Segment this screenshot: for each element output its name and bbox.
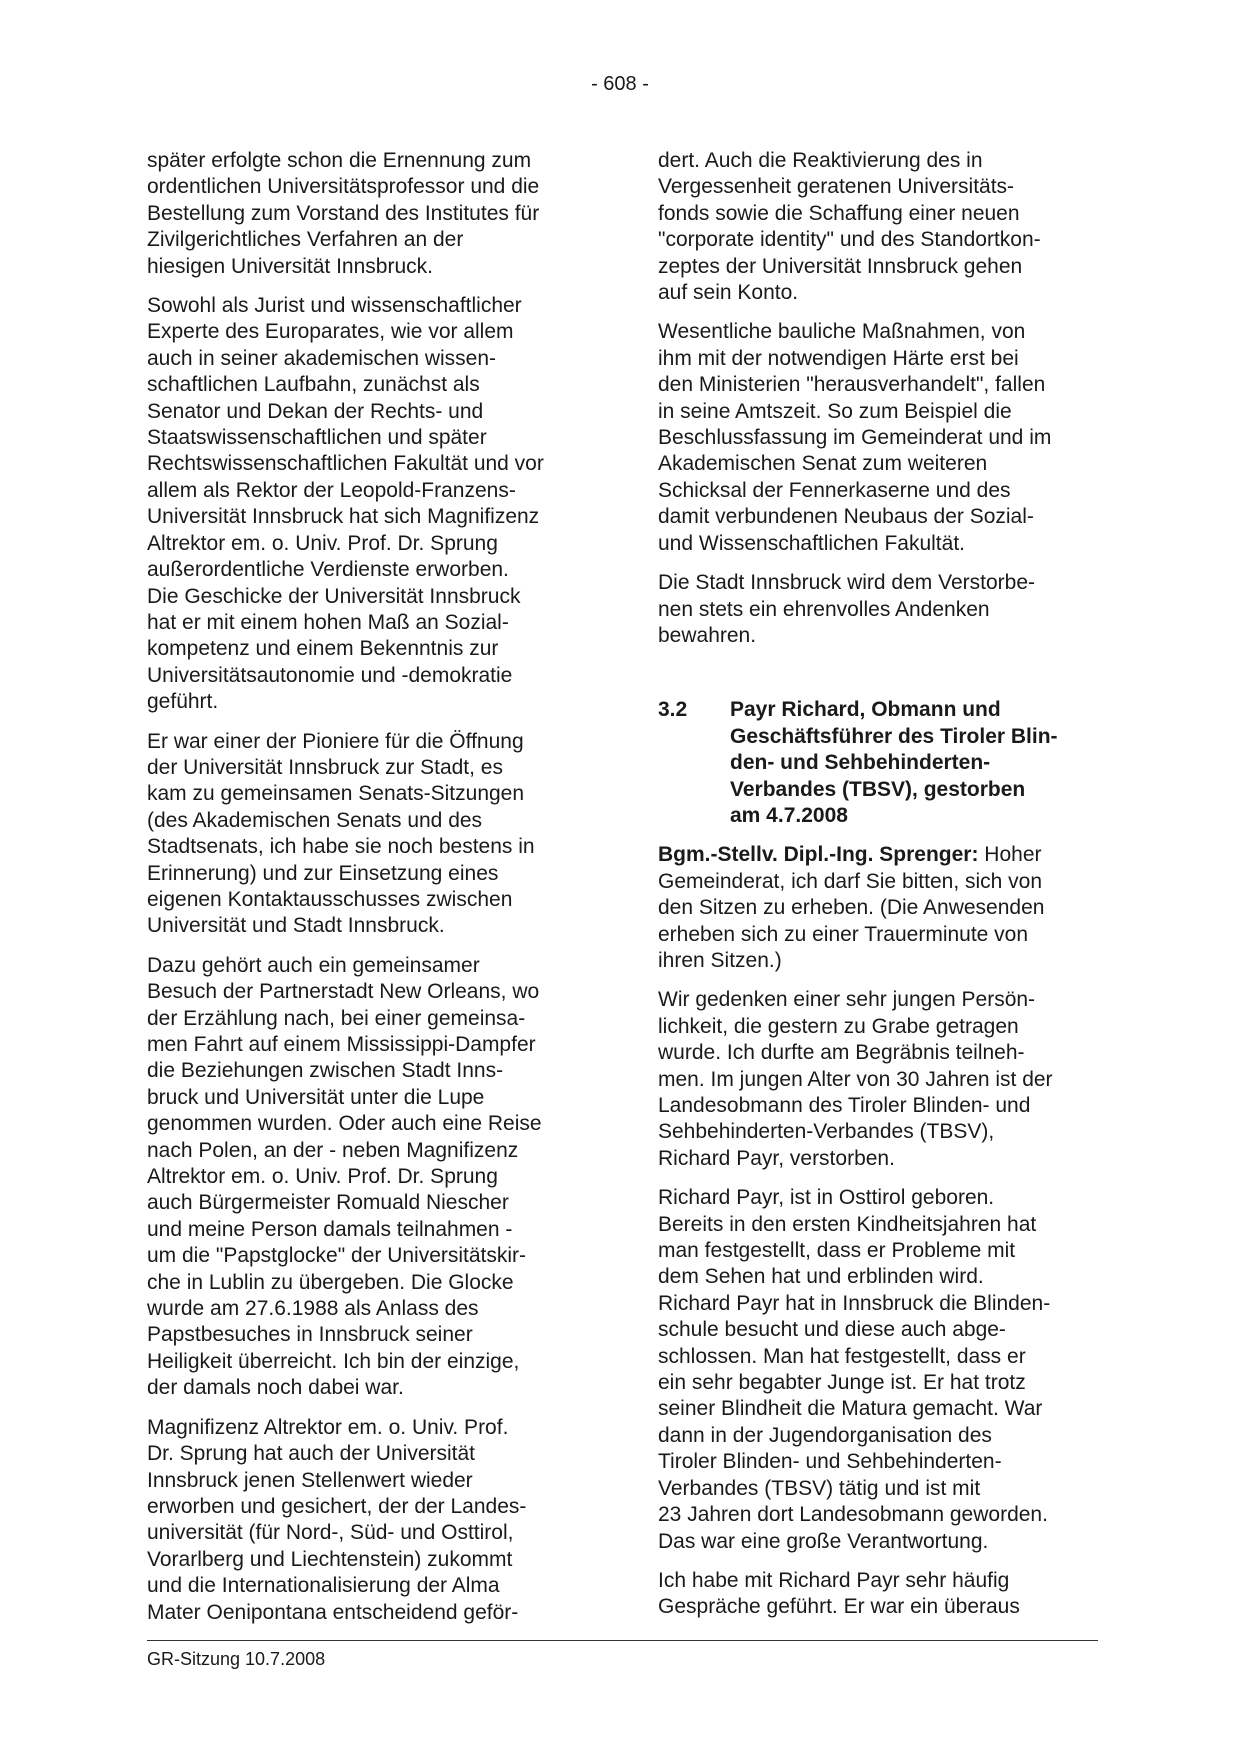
speaker-text: Hoher Gemeinderat, ich darf Sie bitten, sich von den Sitzen zu erheben. (Die Anwesenden erheben sich zu einer Trauerminute von ihren Sitzen.) [658, 843, 1045, 972]
page-number: - 608 - [591, 73, 649, 95]
paragraph: Wesentliche bauliche Maßnahmen, von ihm mit der notwendigen Härte erst bei den Ministerien "herausverhandelt", fallen in seine Amtszeit. So zum Beispiel die Beschlussfassung im Gemeinderat und im Akademischen Senat zum weiteren Schicksal der Fennerkaserne und des damit verbundenen Neubaus der Sozial- und Wissenschaftlichen Fakultät. [658, 320, 1052, 555]
left-column [147, 148, 597, 1639]
paragraph: Magnifizenz Altrektor em. o. Univ. Prof. Dr. Sprung hat auch der Universität Innsbruck jenen Stellenwert wieder erworben und gesichert, der der Landes- universität (für Nord-, Süd- und Osttirol, Vorarlberg und Liechtenstein) zukommt und die Internationalisierung der Alma Mater Oenipontana entscheidend geför- [147, 1415, 527, 1624]
paragraph: Richard Payr, ist in Osttirol geboren. Bereits in den ersten Kindheitsjahren hat man festgestellt, dass er Probleme mit dem Sehen hat und erblinden wird. Richard Payr hat in Innsbruck die Blinden- schule besucht und diese auch abge- schlossen. Man hat festgestellt, dass er ein sehr begabter Junge ist. Er hat trotz seiner Blindheit die Matura gemacht. War dann in der Jugendorganisation des Tiroler Blinden- und Sehbehinderten- Verbandes (TBSV) tätig und ist mit 23 Jahren dort Landesobmann geworden. Das war eine große Verantwortung. [658, 1186, 1051, 1553]
footer-text: GR-Sitzung 10.7.2008 [147, 1649, 326, 1669]
footer-divider [147, 1640, 1098, 1641]
speaker-paragraph [658, 842, 1108, 974]
paragraph: später erfolgte schon die Ernennung zum ordentlichen Universitätsprofessor und die Bestellung zum Vorstand des Institutes für Zivilgerichtliches Verfahren an der hiesigen Universität Innsbruck. [147, 149, 540, 278]
right-column [658, 148, 1108, 1634]
paragraph: Wir gedenken einer sehr jungen Persön- lichkeit, die gestern zu Grabe getragen wurde. Ich durfte am Begräbnis teilneh- men. Im jungen Alter von 30 Jahren ist der Landesobmann des Tiroler Blinden- und Sehbehinderten-Verbandes (TBSV), Richard Payr, verstorben. [658, 988, 1053, 1170]
paragraph: dert. Auch die Reaktivierung des in Vergessenheit geratenen Universitäts- fonds sowie die Schaffung einer neuen "corporate identity" und des Standortkon- zeptes der Universität Innsbruck gehen auf sein Konto. [658, 149, 1041, 305]
section-heading [658, 697, 1108, 829]
paragraph: Die Stadt Innsbruck wird dem Verstorbe- nen stets ein ehrenvolles Andenken bewahren. [658, 571, 1035, 647]
paragraph: Sowohl als Jurist und wissenschaftlicher Experte des Europarates, wie vor allem auch in seiner akademischen wissen- schaftlichen Laufbahn, zunächst als Senator und Dekan der Rechts- und Staatswissenschaftlichen und später Rechtswissenschaftlichen Fakultät und vor allem als Rektor der Leopold-Franzens- Universität Innsbruck hat sich Magnifizenz Altrektor em. o. Univ. Prof. Dr. Sprung außerordentliche Verdienste erworben. Die Geschicke der Universität Innsbruck hat er mit einem hohen Maß an Sozial- kompetenz und einem Bekenntnis zur Universitätsautonomie und -demokratie geführt. [147, 294, 544, 714]
section-number: 3.2 [658, 698, 688, 722]
paragraph: Er war einer der Pioniere für die Öffnung der Universität Innsbruck zur Stadt, es kam zu gemeinsamen Senats-Sitzungen (des Akademischen Senats und des Stadtsenats, ich habe sie noch bestens in Erinnerung) und zur Einsetzung eines eigenen Kontaktausschusses zwischen Universität und Stadt Innsbruck. [147, 729, 535, 938]
section-title: Payr Richard, Obmann und Geschäftsführer des Tiroler Blin- den- und Sehbehinderten- Verbandes (TBSV), gestorben am 4.7.2008 [730, 698, 1058, 827]
paragraph: Dazu gehört auch ein gemeinsamer Besuch der Partnerstadt New Orleans, wo der Erzählung nach, bei einer gemeinsa- men Fahrt auf einem Mississippi-Dampfer die Beziehungen zwischen Stadt Inns- bruck und Universität unter die Lupe genommen wurden. Oder auch eine Reise nach Polen, an der - neben Magnifizenz Altrektor em. o. Univ. Prof. Dr. Sprung auch Bürgermeister Romuald Niescher und meine Person damals teilnahmen - um die "Papstglocke" der Universitätskir- che in Lublin zu übergeben. Die Glocke wurde am 27.6.1988 als Anlass des Papstbesuches in Innsbruck seiner Heiligkeit überreicht. Ich bin der einzige, der damals noch dabei war. [147, 953, 542, 1400]
speaker-name: Bgm.-Stellv. Dipl.-Ing. Sprenger: [658, 843, 979, 867]
paragraph: Ich habe mit Richard Payr sehr häufig Gespräche geführt. Er war ein überaus [658, 1568, 1020, 1619]
